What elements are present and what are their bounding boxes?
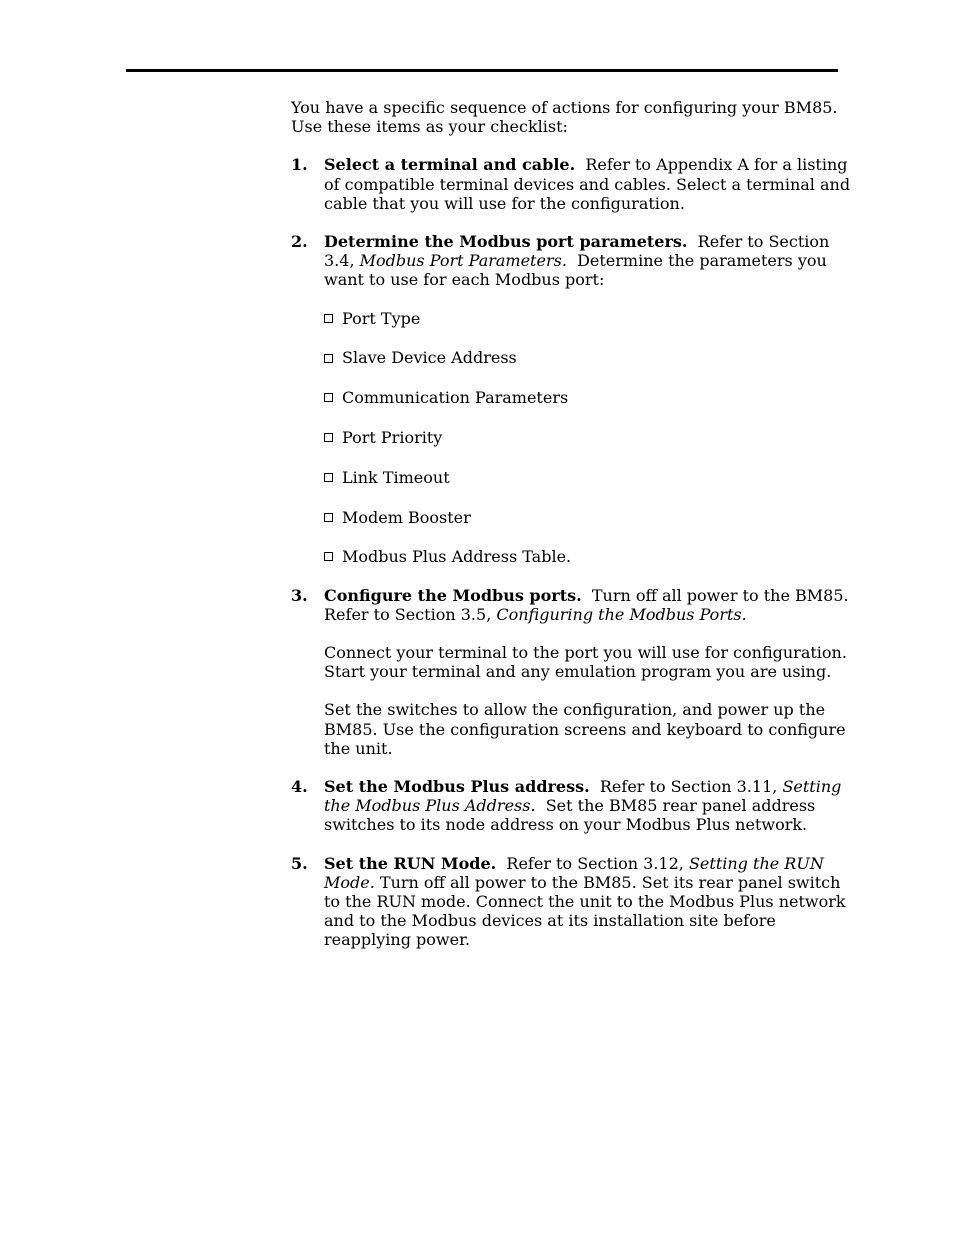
checklist-item-label: Slave Device Address	[342, 348, 517, 368]
step-text	[324, 854, 851, 950]
step-number: 5.	[291, 853, 308, 873]
step-number: 2.	[291, 232, 308, 252]
step-body: Turn off all power to the BM85. Refer to Section 3.5,	[324, 585, 849, 624]
checklist-item	[324, 508, 851, 527]
step-title: Set the RUN Mode.	[324, 853, 497, 873]
checkbox-icon	[324, 433, 333, 442]
step-text	[324, 777, 851, 835]
checkbox-icon	[324, 552, 333, 561]
checklist-item	[324, 468, 851, 487]
checkbox-icon	[324, 473, 333, 482]
checkbox-icon	[324, 513, 333, 522]
step-title: Configure the Modbus ports.	[324, 585, 582, 605]
intro-paragraph	[291, 98, 851, 136]
section-reference: Setting the Modbus Plus Address.	[324, 776, 842, 816]
step-body: Refer to Section 3.12,	[506, 853, 684, 873]
step-paragraph-3: Set the switches to allow the configuration, and power up the BM85. Use the configuration screens and keyboard to configure the unit.	[324, 700, 846, 758]
step-body: Refer to Section 3.11,	[599, 776, 778, 796]
checklist-item	[324, 348, 851, 367]
step-number: 1.	[291, 155, 308, 175]
step-paragraph-2: Connect your terminal to the port you will use for configuration. Start your terminal and any emulation program you are using.	[324, 642, 847, 682]
step-body-continued: Set the BM85 rear panel address switches to its node address on your Modbus Plus network.	[324, 796, 816, 835]
section-reference: Configuring the Modbus Ports.	[496, 604, 747, 624]
checklist-item-label: Modem Booster	[342, 507, 471, 527]
checklist-item	[324, 309, 851, 328]
step-1	[291, 155, 851, 213]
checklist-item-label: Port Type	[342, 308, 421, 328]
checklist-item-label: Link Timeout	[342, 467, 450, 487]
intro-line-2: Use these items as your checklist:	[291, 117, 568, 137]
port-parameter-checklist	[324, 309, 851, 567]
step-text	[324, 586, 851, 624]
step-title: Determine the Modbus port parameters.	[324, 232, 688, 252]
step-number: 3.	[291, 585, 308, 605]
step-4	[291, 777, 851, 835]
step-body-continued: Determine the parameters you want to use for each Modbus port:	[324, 251, 827, 290]
checklist-item-label: Communication Parameters	[342, 388, 569, 408]
step-title: Set the Modbus Plus address.	[324, 776, 590, 796]
step-body: Refer to Appendix A for a listing of compatible terminal devices and cables. Select a terminal and cable that you will use for the configuration.	[324, 155, 851, 213]
step-5	[291, 854, 851, 950]
step-body-continued: Turn off all power to the BM85. Set its rear panel switch to the RUN mode. Connect the unit to the Modbus Plus network and to the Modbus devices at its installation site before reapplying power.	[324, 872, 846, 950]
step-2	[291, 232, 851, 566]
checklist-item	[324, 547, 851, 566]
intro-line-1: You have a specific sequence of actions for configuring your BM85.	[291, 98, 838, 117]
checklist-item	[324, 428, 851, 447]
section-reference: Setting the RUN Mode.	[324, 853, 824, 892]
step-body: Refer to Section 3.4,	[324, 232, 830, 271]
checklist-item-label: Modbus Plus Address Table.	[342, 547, 572, 567]
step-title: Select a terminal and cable.	[324, 155, 576, 175]
step-number: 4.	[291, 776, 308, 796]
checklist-item	[324, 388, 851, 407]
checkbox-icon	[324, 354, 333, 363]
page-body	[291, 98, 851, 950]
step-text	[324, 232, 851, 290]
step-3	[291, 586, 851, 758]
header-rule	[126, 69, 838, 72]
checkbox-icon	[324, 393, 333, 402]
section-reference: Modbus Port Parameters.	[359, 251, 567, 271]
checklist-item-label: Port Priority	[342, 427, 443, 447]
checkbox-icon	[324, 314, 333, 323]
step-text	[324, 155, 851, 213]
